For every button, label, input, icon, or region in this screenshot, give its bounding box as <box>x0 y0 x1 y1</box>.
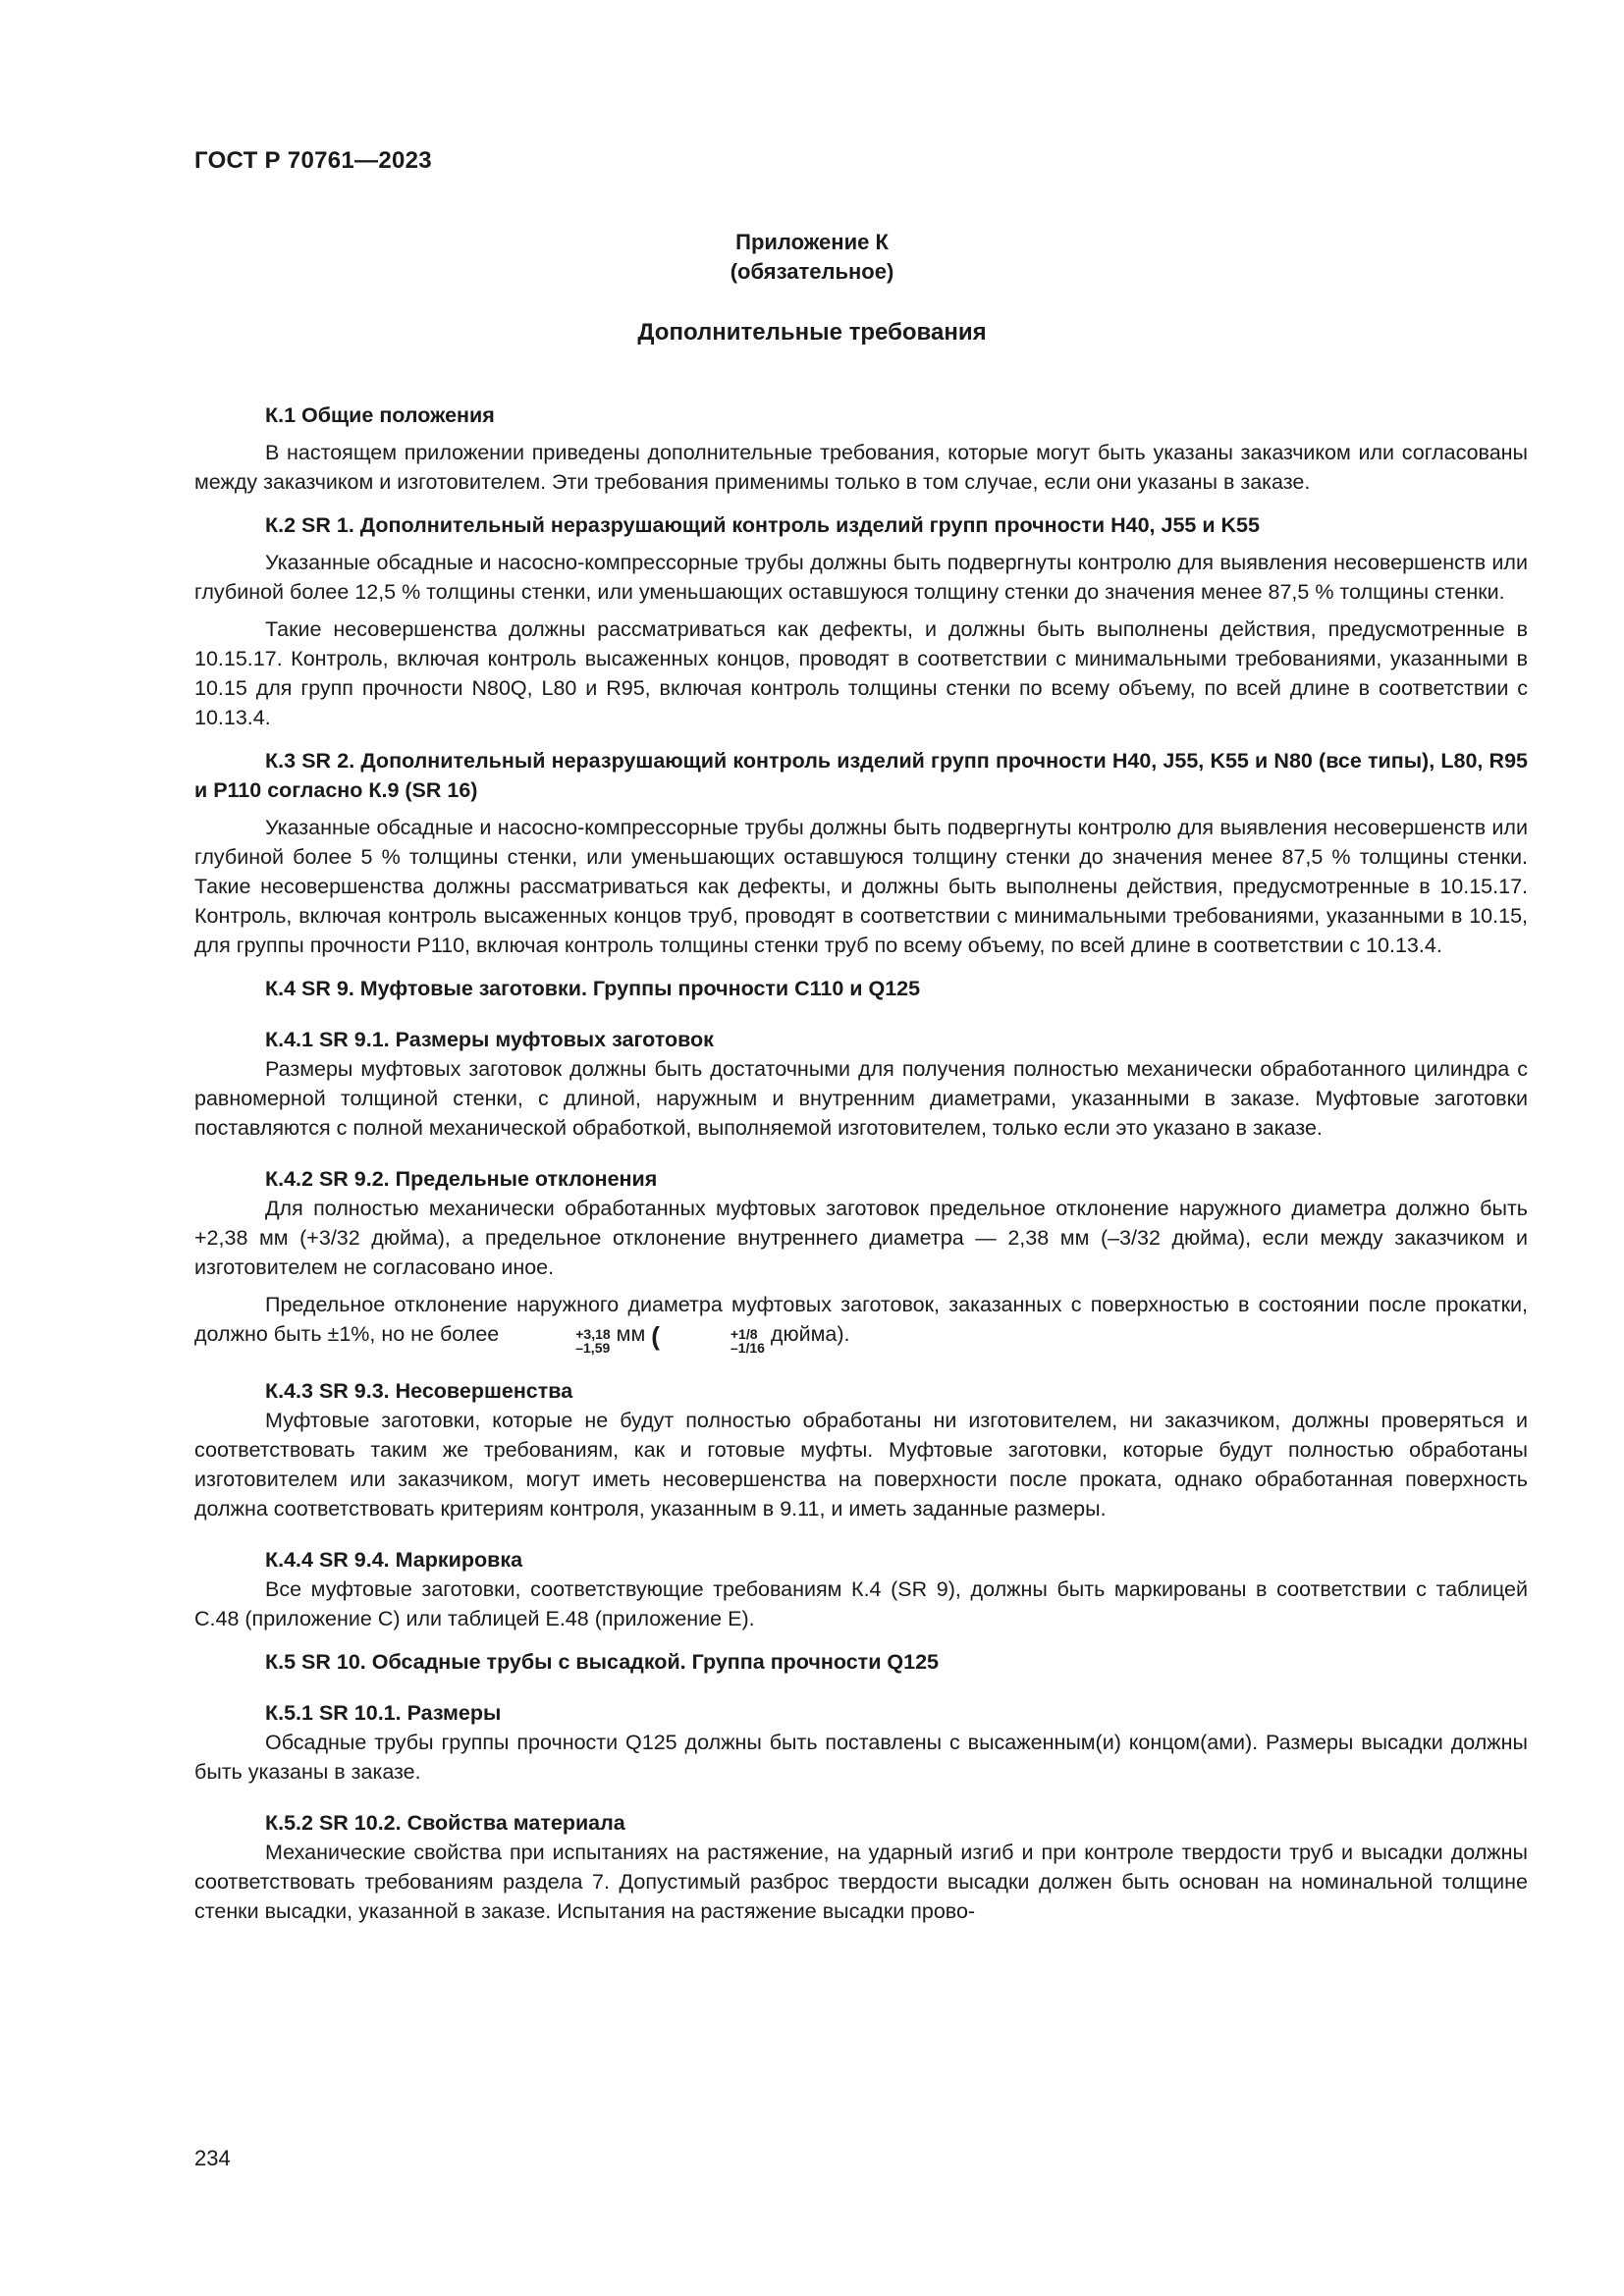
paragraph: В настоящем приложении приведены дополнительные требования, которые могут быть указаны заказчиком или согласованы между заказчиком и изготовителем. Эти требования применимы только в том случае, если они указаны в заказе. <box>194 441 1528 494</box>
section-heading-k51: К.5.1 SR 10.1. Размеры <box>265 1701 502 1725</box>
section-heading-k41: К.4.1 SR 9.1. Размеры муфтовых заготовок <box>265 1028 714 1051</box>
paragraph: Все муфтовые заготовки, соответствующие требованиям К.4 (SR 9), должны быть маркированы в соответствии с таблицей С.48 (приложение С) или таблицей Е.48 (приложение Е). <box>194 1577 1528 1630</box>
document-body <box>194 400 1528 1926</box>
tolerance-inch-lower: –1/16 <box>730 1340 765 1356</box>
section-heading-k5: К.5 SR 10. Обсадные трубы с высадкой. Группа прочности Q125 <box>265 1650 939 1674</box>
tolerance-mm-lower: –1,59 <box>575 1340 611 1356</box>
paragraph: Указанные обсадные и насосно-компрессорные трубы должны быть подвергнуты контролю для выявления несовершенств или глубиной более 5 % толщины стенки, или уменьшающих оставшуюся толщину стенки до значения менее 87,5 % толщины стенки. Такие несовершенства должны рассматриваться как дефекты, и должны быть выполнены действия, предусмотренные в 10.15.17. Контроль, включая контроль высаженных концов труб, проводят в соответствии с минимальными требованиями, указанными в 10.15, для группы прочности Р110, включая контроль толщины стенки труб по всему объему, по всей длине в соответствии с 10.13.4. <box>194 816 1528 957</box>
tolerance-mm-upper: +3,18 <box>575 1326 611 1342</box>
paragraph: Такие несовершенства должны рассматриваться как дефекты, и должны быть выполнены действия, предусмотренные в 10.15.17. Контроль, включая контроль высаженных концов, проводят в соответствии с минимальными требованиями, указанными в 10.15 для групп прочности N80Q, L80 и R95, включая контроль толщины стенки по всему объему, по всей длине в соответствии с 10.13.4. <box>194 617 1528 729</box>
tolerance-mm-fraction <box>505 1327 610 1355</box>
paragraph: Муфтовые заготовки, которые не будут полностью обработаны ни изготовителем, ни заказчиком, должны проверяться и соответствовать таким же требованиям, как и готовые муфты. Муфтовые заготовки, которые будут полностью обработаны изготовителем или заказчиком, могут иметь несовершенства на поверхности после проката, однако обработанная поверхность должна соответствовать критериям контроля, указанным в 9.11, и иметь заданные размеры. <box>194 1409 1528 1521</box>
section-heading-k44: К.4.4 SR 9.4. Маркировка <box>265 1548 523 1572</box>
section-heading-k1: К.1 Общие положения <box>265 403 495 427</box>
paragraph: Размеры муфтовых заготовок должны быть достаточными для получения полностью механически обработанного цилиндра с равномерной толщиной стенки, с длиной, наружным и внутренним диаметрами, указанными в заказе. Муфтовые заготовки поставляются с полной механической обработкой, выполняемой изготовителем, только если это указано в заказе. <box>194 1057 1528 1140</box>
paragraph: Обсадные трубы группы прочности Q125 должны быть поставлены с высаженным(и) концом(ами). Размеры высадки должны быть указаны в заказе. <box>194 1731 1528 1784</box>
section-heading-k52: К.5.2 SR 10.2. Свойства материала <box>265 1811 625 1835</box>
unit-inch: дюйма). <box>770 1322 850 1346</box>
main-title: Дополнительные требования <box>637 319 987 346</box>
tolerance-inch-upper: +1/8 <box>730 1326 758 1342</box>
appendix-subtitle: (обязательное) <box>730 259 894 284</box>
appendix-title: Приложение К <box>735 230 889 254</box>
paragraph: Механические свойства при испытаниях на растяжение, на ударный изгиб и при контроле твердости труб и высадки должны соответствовать требованиям раздела 7. Допустимый разброс твердости высадки должен быть основан на номинальной толщине стенки высадки, указанной в заказе. Испытания на растяжение высадки прово- <box>194 1841 1528 1923</box>
section-heading-k3: К.3 SR 2. Дополнительный неразрушающий контроль изделий групп прочности Н40, J55, K55 и N80 (все типы), L80, R95 и Р110 согласно К.9 (SR 16) <box>194 749 1528 802</box>
paragraph-tolerance <box>194 1290 1528 1355</box>
tolerance-inch-fraction <box>660 1327 765 1355</box>
paren-open: ( <box>651 1321 660 1351</box>
page-number: 234 <box>194 2146 231 2170</box>
section-heading-k42: К.4.2 SR 9.2. Предельные отклонения <box>265 1167 658 1191</box>
paragraph: Указанные обсадные и насосно-компрессорные трубы должны быть подвергнуты контролю для выявления несовершенств или глубиной более 12,5 % толщины стенки, или уменьшающих оставшуюся толщину стенки до значения менее 87,5 % толщины стенки. <box>194 551 1528 604</box>
tolerance-text: Предельное отклонение наружного диаметра муфтовых заготовок, заказанных с поверхностью в состоянии после прокатки, должно быть ±1%, но не более <box>194 1293 1528 1346</box>
unit-mm: мм <box>616 1322 646 1346</box>
paragraph: Для полностью механически обработанных муфтовых заготовок предельное отклонение наружного диаметра должно быть +2,38 мм (+3/32 дюйма), а предельное отклонение внутреннего диаметра — 2,38 мм (–3/32 дюйма), если между заказчиком и изготовителем не согласовано иное. <box>194 1197 1528 1279</box>
section-heading-k4: К.4 SR 9. Муфтовые заготовки. Группы прочности С110 и Q125 <box>265 977 921 1000</box>
section-heading-k43: К.4.3 SR 9.3. Несовершенства <box>265 1379 573 1403</box>
standard-header: ГОСТ Р 70761—2023 <box>194 147 432 174</box>
appendix-heading <box>0 228 1624 287</box>
section-heading-k2: К.2 SR 1. Дополнительный неразрушающий контроль изделий групп прочности Н40, J55 и K55 <box>265 513 1260 537</box>
